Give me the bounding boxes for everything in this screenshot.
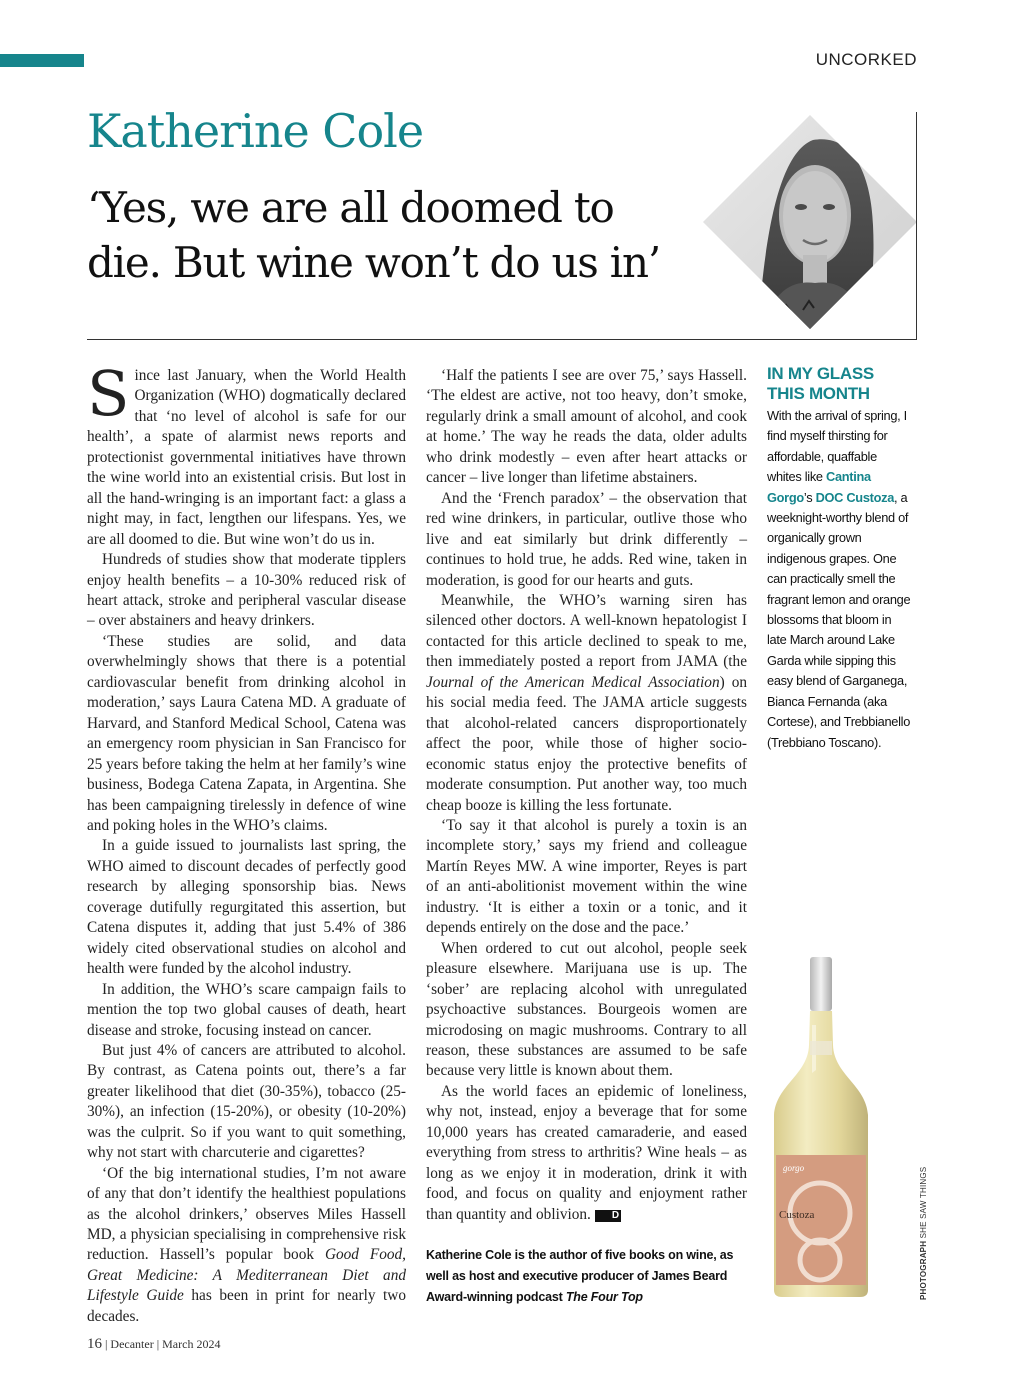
bottle-brand-text: gorgo	[783, 1163, 805, 1173]
paragraph: Meanwhile, the WHO’s warning siren has silenced other doctors. A well-known hepatologist I contacted for this article declined to speak to me, then immediately posted a report from JAMA (the Journal of the American Medical Association) on his social media feed. The JAMA article suggests that alcohol-related cancers disproportionately affect the poor, while those of higher socio-economic status enjoy the protective benefits of moderate consumption. Put another way, too much cheap booze is killing the less fortunate.	[426, 591, 748, 814]
bottle-label-text: Custoza	[779, 1209, 815, 1221]
author-name: Katherine Cole	[87, 104, 424, 158]
paragraph: Since last January, when the World Health Organization (WHO) dogmatically declared that ‘no level of alcohol is safe for our health’, a spate of alarmist news reports and protectionist governmental initiatives have thrown the wine world into an existential crisis. But lost in all the hand-wringing is an important fact: a glass a night may, in fact, lengthen our lifespans. Yes, we are all doomed to die. But wine won’t do us in.	[87, 357, 406, 548]
wine-bottle-image	[760, 955, 880, 1300]
page-footer: 16 | Decanter | March 2024	[87, 1336, 221, 1352]
photo-credit: PHOTOGRAPH SHE SAW THINGS	[919, 1166, 928, 1300]
producer-name: Cantina Gorgo	[767, 469, 871, 505]
book-title: Good Food, Great Medicine: A Mediterranean Diet and Lifestyle Guide	[87, 1246, 406, 1305]
header-horizontal-rule	[87, 339, 917, 340]
page-number: 16	[87, 1336, 102, 1352]
paragraph: And the ‘French paradox’ – the observation that red wine drinkers, in particular, outlive those who live and eat similarly but drink differently – continues to hold true, he adds. Red wine, taken in moderation, is good for our hearts and guts.	[426, 489, 747, 589]
author-bio: Katherine Cole is the author of five books on wine, as well as host and executive producer of James Beard Award-winning podcast The Four Top	[426, 1248, 734, 1304]
issue-date: March 2024	[162, 1337, 221, 1351]
paragraph: As the world faces an epidemic of loneliness, why not, instead, enjoy a beverage that for some 10,000 years has created camaraderie, and eased everything from stress to arthritis? Wine heals – as long as we enjoy it in moderation, drink it with food, and focus on quality and enjoyment rather than quantity and oblivion. D	[426, 1082, 747, 1223]
paragraph: In addition, the WHO’s scare campaign fails to mention the top two global causes of death, heart disease and stroke, focusing instead on cancer.	[87, 980, 406, 1039]
header-vertical-rule	[916, 112, 917, 340]
body-column-1	[87, 357, 407, 1327]
journal-title: Journal of the American Medical Association	[426, 673, 720, 691]
podcast-title: The Four Top	[565, 1290, 643, 1304]
paragraph: But just 4% of cancers are attributed to alcohol. By contrast, as Catena points out, there’s a far greater likelihood that diet (30-35%), tobacco (25-30%), an infection (15-20%), or obesity (10-20%) was the culprit. So if you want to quit something, why not start with charcuterie and cigarettes?	[87, 1041, 406, 1162]
headline: ‘Yes, we are all doomed to die. But wine won’t do us in’	[87, 183, 661, 287]
sidebar-title: IN MY GLASS THIS MONTH	[767, 364, 874, 403]
paragraph: Hundreds of studies show that moderate tipplers enjoy health benefits – a 10-30% reduced risk of heart attack, stroke and peripheral vascular disease – over abstainers and heavy drinkers.	[87, 551, 406, 630]
paragraph: ‘These studies are solid, and data overwhelmingly shows that there is a potential cardiovascular benefit from drinking alcohol in moderation,’ says Laura Catena MD. A graduate of Harvard, and Stanford Medical School, Catena was an emergency room physician in San Francisco for 25 years before taking the helm at her family’s wine business, Bodega Catena Zapata, in Argentina. She has been campaigning tirelessly in defence of wine and poking holes in the WHO’s claims.	[87, 632, 407, 834]
end-mark-icon: D	[595, 1210, 621, 1222]
body-column-2	[426, 366, 747, 1225]
author-portrait	[703, 115, 917, 329]
drop-cap: S	[87, 357, 130, 430]
wine-name: DOC Custoza	[815, 489, 895, 505]
sidebar-body: With the arrival of spring, I find myself thirsting for affordable, quaffable whites like Cantina Gorgo’s DOC Custoza, a weeknight-worthy blend of organically grown indigenous grapes. One can practically smell the fragrant lemon and orange blossoms that bloom in late March around Lake Garda while sipping this easy blend of Garganega, Bianca Fernanda (aka Cortese), and Trebbianello (Trebbiano Toscano).	[767, 408, 911, 750]
paragraph: In a guide issued to journalists last spring, the WHO aimed to discount decades of perfectly good research by alleging sponsorship bias. News coverage dutifully regurgitated this assertion, but Catena disputes it, adding that just 5.4% of 386 widely cited observational studies on alcohol and health were funded by the alcohol industry.	[87, 837, 406, 978]
magazine-name: Decanter	[110, 1337, 154, 1351]
section-color-bar	[0, 54, 84, 67]
paragraph: ‘Of the big international studies, I’m not aware of any that don’t identify the healthiest populations as the alcohol drinkers,’ observes Miles Hassell MD, a physician specialising in comprehensive risk reduction. Hassell’s popular book Good Food, Great Medicine: A Mediterranean Diet and Lifestyle Guide has been in print for nearly two decades.	[87, 1164, 406, 1325]
section-tag: UNCORKED	[815, 50, 917, 69]
paragraph: ‘To say it that alcohol is purely a toxin is an incomplete story,’ says my friend and colleague Martín Reyes MW. A wine importer, Reyes is part of an anti-abolitionist movement within the wine industry. ‘It is either a toxin or a tonic, and it depends entirely on the dose and the pace.’	[426, 816, 747, 937]
in-my-glass-sidebar	[767, 364, 913, 753]
paragraph: ‘Half the patients I see are over 75,’ says Hassell. ‘The eldest are active, not too heavy, don’t smoke, regularly drink a small amount of alcohol, and cook at home.’ The way he reads the data, older adults who drink modestly – even after heart attacks or cancer – live longer than lifetime abstainers.	[426, 367, 747, 487]
paragraph: When ordered to cut out alcohol, people seek pleasure elsewhere. Marijuana use is up. The ‘sober’ are replacing alcohol with unregulated psychoactive substances. Bourgeois women are microdosing on magic mushrooms. Contrary to all reason, these substances are assumed to be safe because very little is known about them.	[426, 939, 747, 1080]
